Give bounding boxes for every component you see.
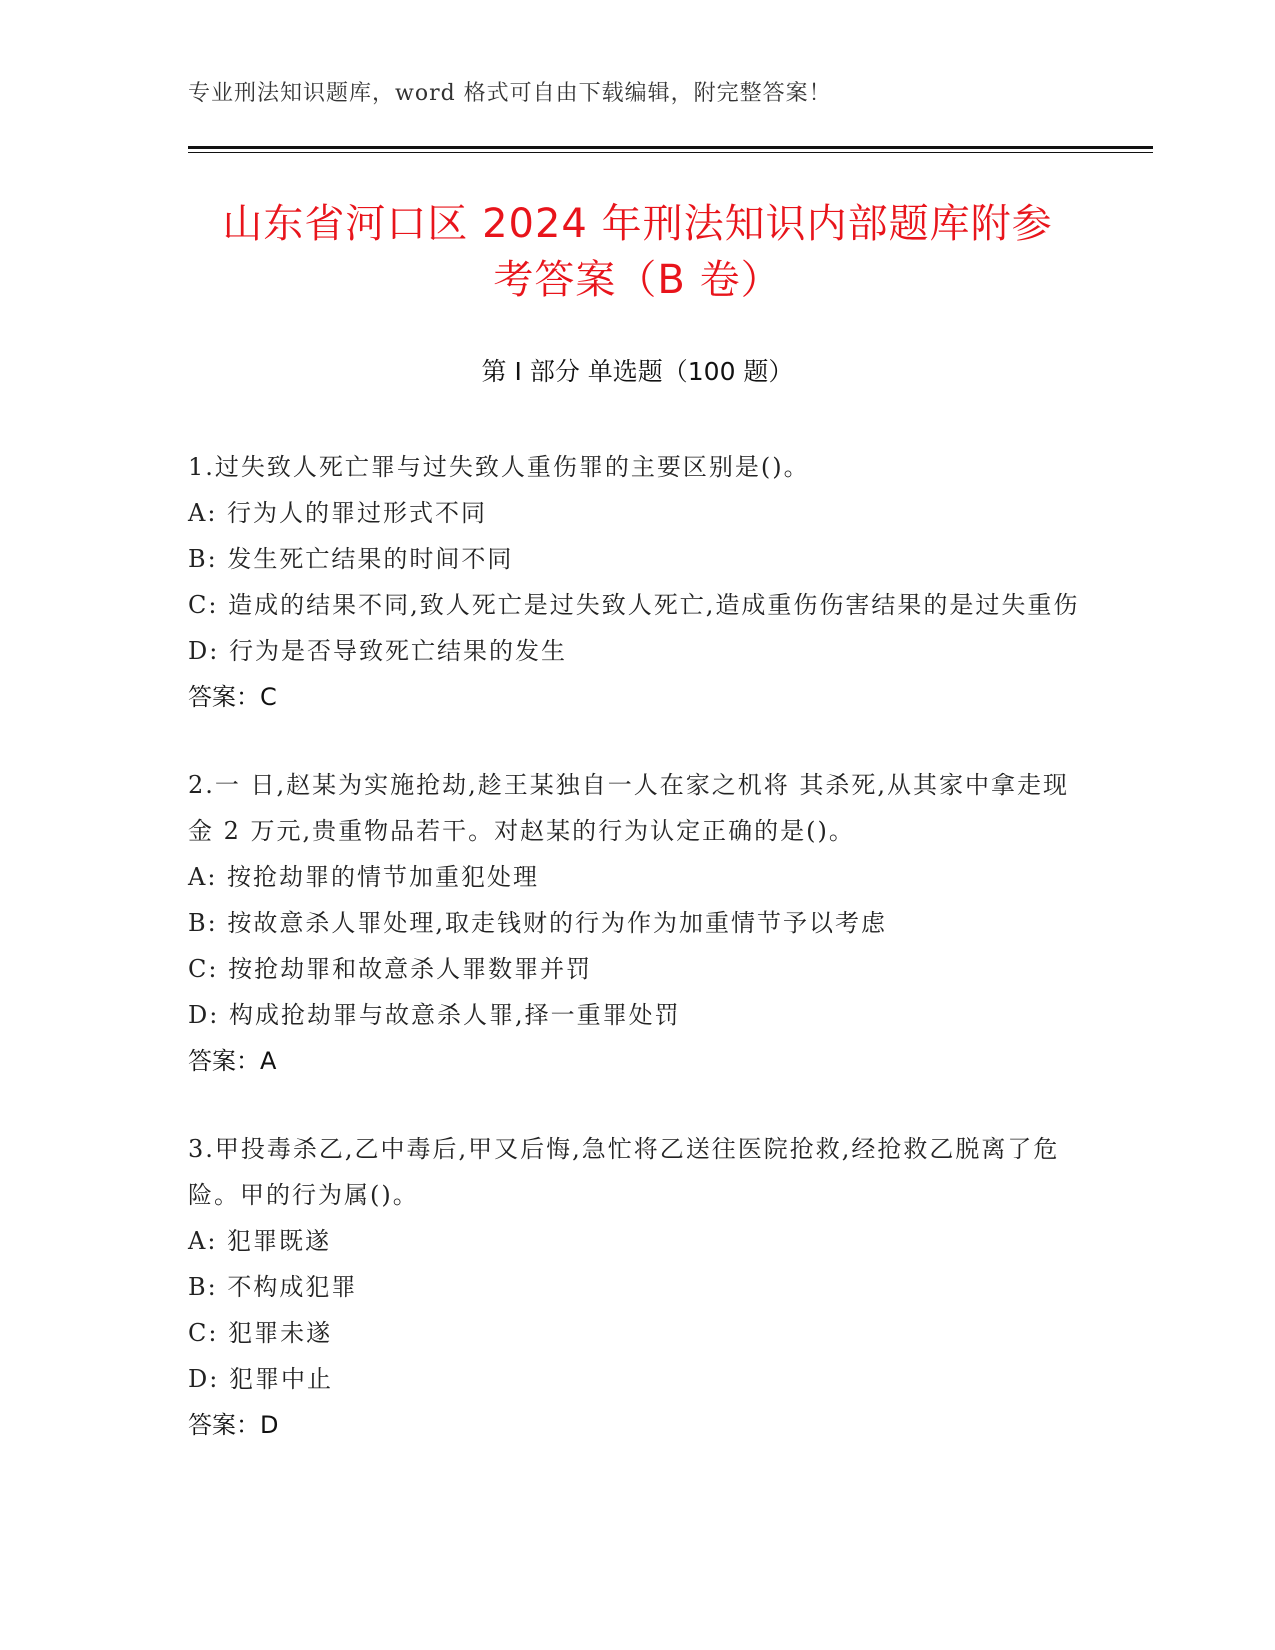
question-stem: 3.甲投毒杀乙,乙中毒后,甲又后悔,急忙将乙送往医院抢救,经抢救乙脱离了危险。甲的行为属()。 bbox=[188, 1135, 1060, 1209]
answer-line: 答案：C bbox=[188, 683, 277, 711]
option-b: B: 发生死亡结果的时间不同 bbox=[188, 545, 514, 573]
document-title bbox=[150, 196, 1125, 308]
answer-line: 答案：D bbox=[188, 1411, 279, 1439]
answer-line: 答案：A bbox=[188, 1047, 277, 1075]
section-title: 第 I 部分 单选题（100 题） bbox=[481, 357, 794, 386]
question-list bbox=[188, 444, 1083, 1490]
option-b: B: 不构成犯罪 bbox=[188, 1273, 358, 1301]
question-2 bbox=[188, 762, 1083, 1084]
option-c: C: 犯罪未遂 bbox=[188, 1319, 333, 1347]
option-d: D: 构成抢劫罪与故意杀人罪,择一重罪处罚 bbox=[188, 1001, 681, 1029]
option-d: D: 行为是否导致死亡结果的发生 bbox=[188, 637, 567, 665]
option-a: A: 犯罪既遂 bbox=[188, 1227, 332, 1255]
header-note: 专业刑法知识题库，word 格式可自由下载编辑，附完整答案！ bbox=[188, 81, 832, 106]
question-3 bbox=[188, 1126, 1083, 1448]
document-title-line-1: 山东省河口区 2024 年刑法知识内部题库附参 bbox=[222, 201, 1053, 247]
option-d: D: 犯罪中止 bbox=[188, 1365, 333, 1393]
question-stem: 2.一 日,赵某为实施抢劫,趁王某独自一人在家之机将 其杀死,从其家中拿走现金 2 万元,贵重物品若干。对赵某的行为认定正确的是()。 bbox=[188, 771, 1070, 845]
question-1 bbox=[188, 444, 1083, 720]
option-a: A: 按抢劫罪的情节加重犯处理 bbox=[188, 863, 540, 891]
option-a: A: 行为人的罪过形式不同 bbox=[188, 499, 488, 527]
option-c: C: 造成的结果不同,致人死亡是过失致人死亡,造成重伤伤害结果的是过失重伤 bbox=[188, 591, 1080, 619]
option-b: B: 按故意杀人罪处理,取走钱财的行为作为加重情节予以考虑 bbox=[188, 909, 887, 937]
header-rule-thin bbox=[188, 152, 1153, 153]
question-stem: 1.过失致人死亡罪与过失致人重伤罪的主要区别是()。 bbox=[188, 453, 810, 481]
document-title-line-2: 考答案（B 卷） bbox=[493, 257, 782, 303]
header-rule-thick bbox=[188, 146, 1153, 149]
option-c: C: 按抢劫罪和故意杀人罪数罪并罚 bbox=[188, 955, 593, 983]
